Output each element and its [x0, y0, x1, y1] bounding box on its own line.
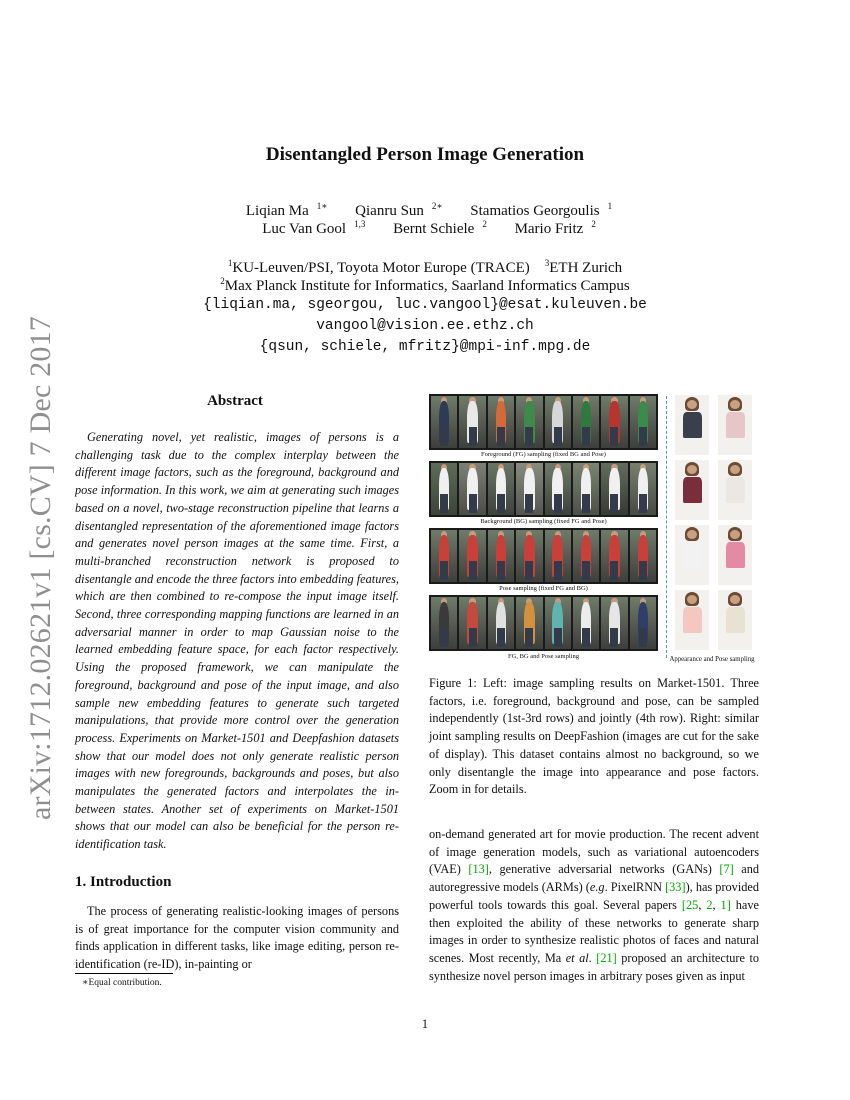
page-number: 1 [421, 1017, 429, 1031]
right-column-body: on-demand generated art for movie production. The recent advent of image generation models, such as variational autoencoders (VAE) [13], generative adversarial networks (GANs) [7] and autoregressive models (ARMs) (e.g. PixelRNN [33]), has provided powerful tools towards this goal. Several papers [25, 2, 1] have then exploited the ability of these networks to generate sharp images in order to synthesize realistic photos of faces and natural scenes. Most recently, Ma et al. [21] proposed an architecture to synthesize novel person images in arbitrary poses given as input [429, 827, 760, 983]
author: Qianru Sun $^{2∗}$ [355, 201, 443, 219]
citation-link[interactable]: 1] [720, 897, 731, 912]
image-strip-fg-sampling [429, 394, 658, 450]
strip-caption: Pose sampling (fixed FG and BG) [499, 585, 588, 592]
strip-caption: Foreground (FG) sampling (fixed BG and Pose) [481, 451, 606, 458]
citation-link[interactable]: [7] [719, 862, 734, 877]
fashion-image [675, 460, 709, 520]
citation-link[interactable]: [21] [596, 950, 617, 965]
paper-title: Disentangled Person Image Generation [265, 144, 585, 165]
abstract-heading: Abstract [207, 393, 263, 409]
citation-link[interactable]: 2 [706, 897, 713, 912]
citation-link[interactable]: [33] [665, 880, 686, 895]
section-heading-introduction: 1. Introduction [75, 874, 172, 890]
image-strip-pose-sampling [429, 528, 658, 584]
image-strip-bg-sampling [429, 461, 658, 517]
authors-line-2 [0, 221, 850, 238]
author: Liqian Ma $^{1∗}$ [245, 201, 328, 219]
abstract-body: Generating novel, yet realistic, images of persons is a challenging task due to the complex interplay between the different image factors, such as the foreground, background and pose information. In this work, we aim at generating such images based on a novel, two-stage reconstruction pipeline that learns a disentangled representation of the aforementioned image factors and generates novel person images at the same time. First, a multi-branched reconstruction network is proposed to disentangle and encode the three factors into embedding features, which are then combined to re-compose the input image itself. Second, three corresponding mapping functions are learned in an adversarial manner in order to map Gaussian noise to the learned embedding feature space, for each factor respectively. Using the proposed framework, we can manipulate the foreground, background and pose of the input image, and also sample new embedding features to generate such targeted manipulations, that provide more control over the generation process. Experiments on Market-1501 and Deepfashion datasets show that our model does not only generate realistic person images with new foregrounds, backgrounds and poses, but also manipulates the generated factors and interpolates the in-between states. Another set of experiments on Market-1501 shows that our model can also be beneficial for the person re-identification task. [75, 430, 399, 852]
arxiv-side-stamp: arXiv:1712.02621v1 [cs.CV] 7 Dec 2017 [24, 316, 57, 820]
fashion-image [718, 590, 752, 650]
affiliation-line-1: $^1$KU-Leuven/PSI, Toyota Motor Europe (TRACE) $^3$ETH Zurich [227, 258, 623, 276]
email-line-1: {liqian.ma, sgeorgou, luc.vangool}@esat.kuleuven.be [203, 297, 647, 313]
authors-line-1 [0, 203, 850, 220]
fashion-caption: Appearance and Pose sampling [669, 656, 755, 663]
author: Stamatios Georgoulis $^1$ [470, 201, 613, 219]
footnote: ∗Equal contribution. [82, 978, 162, 988]
strip-caption: FG, BG and Pose sampling [508, 653, 579, 660]
strip-caption: Background (BG) sampling (fixed FG and Pose) [480, 518, 607, 525]
fashion-image [675, 395, 709, 455]
figure-divider [666, 396, 667, 658]
citation-link[interactable]: [25 [681, 897, 699, 912]
footnote-rule [75, 973, 173, 974]
image-strip-joint-sampling [429, 595, 658, 651]
fashion-image [675, 590, 709, 650]
author: Mario Fritz $^2$ [514, 219, 596, 237]
email-line-3: {qsun, schiele, mfritz}@mpi-inf.mpg.de [259, 339, 591, 355]
introduction-body: The process of generating realistic-looking images of persons is of great importance for the computer vision community and finds application in different tasks, like image editing, person re-identification (re-ID), in-painting or [75, 904, 399, 972]
fashion-image [675, 525, 709, 585]
citation-link[interactable]: [13] [468, 862, 489, 877]
fashion-image [718, 525, 752, 585]
affiliation-line-2: $^2$Max Planck Institute for Informatics, Saarland Informatics Campus [220, 276, 630, 294]
fashion-image [718, 395, 752, 455]
author: Bernt Schiele $^2$ [393, 219, 487, 237]
author: Luc Van Gool $^{1,3}$ [262, 219, 366, 237]
figure-caption: Figure 1: Left: image sampling results on Market-1501. Three factors, i.e. foreground, background and pose, can be sampled independently (1st-3rd rows) and jointly (4th row). Right: similar joint sampling results on DeepFashion (images are cut for the sake of display). This dataset contains almost no background, so we only disentangle the image into appearance and pose factors. Zoom in for details. [429, 676, 759, 797]
fashion-image [718, 460, 752, 520]
email-line-2: vangool@vision.ee.ethz.ch [316, 318, 534, 334]
